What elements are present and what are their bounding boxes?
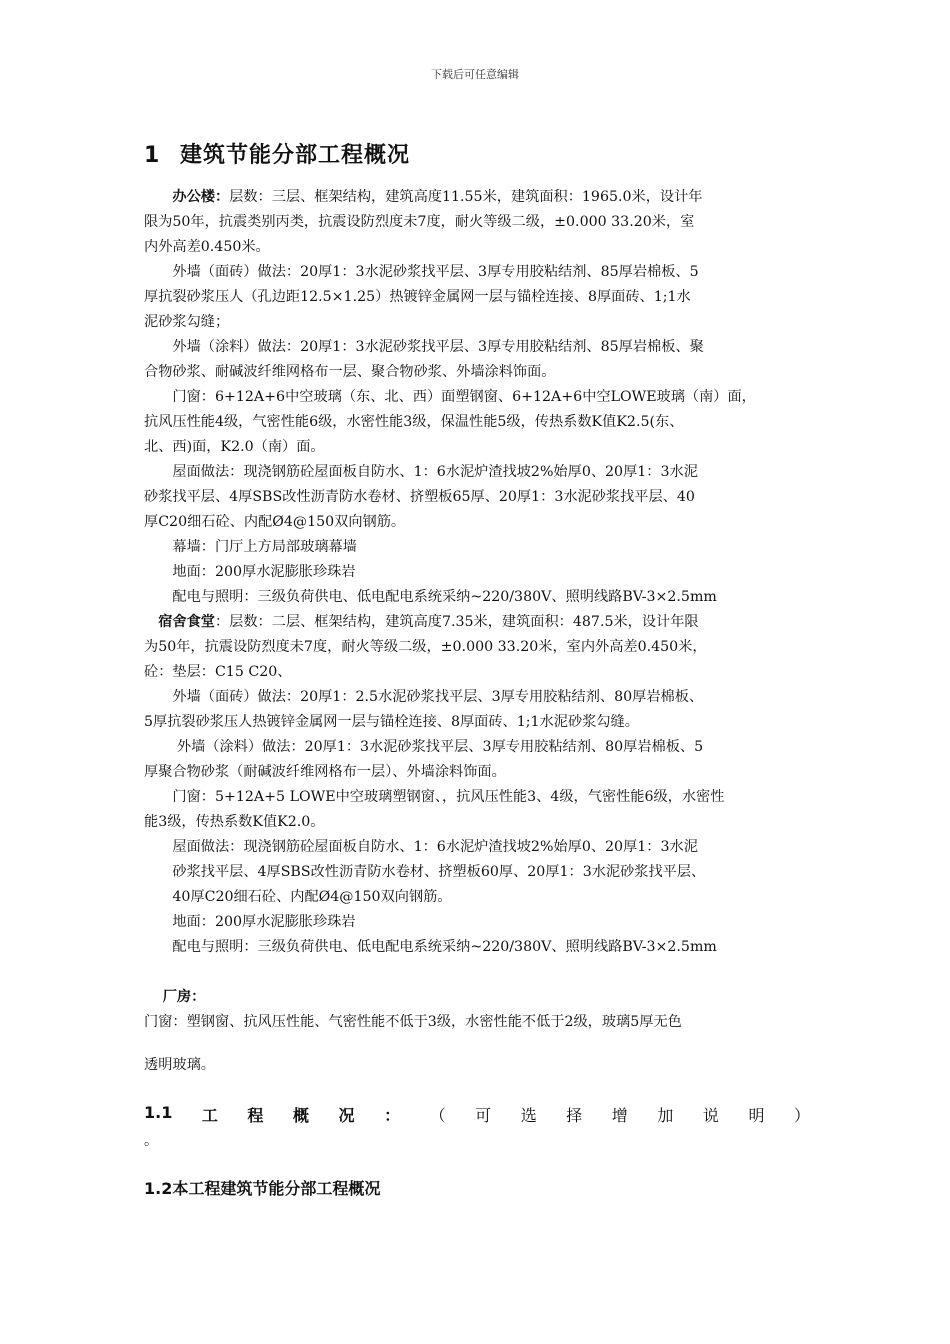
heading-char: 1.1 [144,1103,173,1122]
office-line: 配电与照明：三级负荷供电、低电配电系统采纳~220/380V、照明线路BV-3×2.5mm [144,589,717,605]
office-line: 屋面做法：现浇钢筋砼屋面板自防水、1：6水泥炉渣找坡2%始厚0、20厚1：3水泥 [144,464,698,480]
heading-char: ： [384,1106,401,1125]
dorm-section [144,610,810,960]
office-line: 外墙（涂料）做法：20厚1：3水泥砂浆找平层、3厚专用胶粘结剂、85厚岩棉板、聚 [144,339,704,355]
office-line: 厚抗裂砂浆压人（孔边距12.5×1.25）热镀锌金属网一层与锚栓连接、8厚面砖、1;1水 [144,289,691,305]
office-line: 厚C20细石砼、内配Ø4@150双向钢筋。 [144,514,406,530]
dorm-line: 5厚抗裂砂浆压人热镀锌金属网一层与锚栓连接、8厚面砖、1;1水泥砂浆勾缝。 [144,714,639,730]
dorm-line: 砼：垫层：C15 C20、 [144,664,292,680]
office-line-text: 层数：三层、框架结构，建筑高度11.55米，建筑面积：1965.0米，设计年 [229,189,703,205]
office-line: 限为50年，抗震类别丙类，抗震设防烈度未7度，耐火等级二级，±0.000 33.20米，室 [144,214,695,230]
dorm-line: 厚聚合物砂浆（耐碱波纤维网格布一层）、外墙涂料饰面。 [144,764,506,780]
heading-char: 说 [702,1106,719,1125]
heading-char: ） [793,1106,810,1125]
factory-line: 透明玻璃。 [144,1057,215,1073]
dorm-line: 外墙（涂料）做法：20厚1：3水泥砂浆找平层、3厚专用胶粘结剂、80厚岩棉板、5 [144,739,704,755]
heading-1-1-tail: 。 [144,1133,158,1149]
factory-section [144,985,810,1078]
office-section [144,185,810,610]
heading-char: 加 [657,1106,674,1125]
heading-char: 增 [611,1106,628,1125]
section-title: 建筑节能分部工程概况 [180,143,411,168]
section-number: 1 [144,143,161,168]
heading-char: 概 [292,1106,309,1125]
heading-char: 工 [201,1106,218,1125]
dorm-line: 屋面做法：现浇钢筋砼屋面板自防水、1：6水泥炉渣找坡2%始厚0、20厚1：3水泥 [144,839,698,855]
office-line: 外墙（面砖）做法：20厚1：3水泥砂浆找平层、3厚专用胶粘结剂、85厚岩棉板、5 [144,264,699,280]
office-line: 门窗：6+12A+6中空玻璃（东、北、西）面塑钢窗、6+12A+6中空LOWE玻璃（南）面， [144,389,756,405]
office-line: 泥砂浆勾缝； [144,314,230,330]
factory-label-line [144,985,810,1010]
heading-char: （ [429,1106,446,1125]
office-line: 抗风压性能4级，气密性能6级，水密性能3级，保温性能5级，传热系数K值K2.5(东、 [144,414,684,430]
office-line: 北、西)面，K2.0（南）面。 [144,439,325,455]
office-line: 地面：200厚水泥膨胀珍珠岩 [144,564,356,580]
factory-label: 厂房： [162,989,206,1005]
office-line [144,185,810,210]
dorm-line [144,610,810,635]
heading-char: 可 [475,1106,492,1125]
section-heading-1-1 [144,1103,810,1126]
header-note: 下载后可任意编辑 [431,68,519,81]
heading-char: 明 [748,1106,765,1125]
dorm-line: 配电与照明：三级负荷供电、低电配电系统采纳~220/380V、照明线路BV-3×2.5mm [144,939,717,955]
section-heading-1-2: 1.2本工程建筑节能分部工程概况 [144,1179,381,1198]
dorm-label: 宿舍食堂 [158,614,215,630]
office-line: 合物砂浆、耐碱波纤维网格布一层、聚合物砂浆、外墙涂料饰面。 [144,364,556,380]
section-heading-1 [144,138,410,169]
factory-line: 门窗：塑钢窗、抗风压性能、气密性能不低于3级，水密性能不低于2级，玻璃5厚无色 [144,1014,682,1030]
heading-char: 况 [338,1106,355,1125]
dorm-line: 外墙（面砖）做法：20厚1：2.5水泥砂浆找平层、3厚专用胶粘结剂、80厚岩棉板、 [144,689,704,705]
heading-char: 程 [247,1106,264,1125]
dorm-line: 砂浆找平层、4厚SBS改性沥青防水卷材、挤塑板60厚、20厚1：3水泥砂浆找平层、 [144,864,706,880]
dorm-line: 门窗：5+12A+5 LOWE中空玻璃塑钢窗、，抗风压性能3、4级，气密性能6级，水密性 [144,789,725,805]
office-line: 内外高差0.450米。 [144,239,270,255]
dorm-line: 地面：200厚水泥膨胀珍珠岩 [144,914,356,930]
heading-char: 选 [520,1106,537,1125]
office-line: 砂浆找平层、4厚SBS改性沥青防水卷材、挤塑板65厚、20厚1：3水泥砂浆找平层、40 [144,489,695,505]
office-label: 办公楼： [172,189,230,205]
office-line: 幕墙：门厅上方局部玻璃幕墙 [144,539,357,555]
dorm-line: 40厚C20细石砼、内配Ø4@150双向钢筋。 [144,889,452,905]
dorm-line-text: ：层数：二层、框架结构，建筑高度7.35米，建筑面积：487.5米，设计年限 [214,614,699,630]
dorm-line: 为50年，抗震设防烈度未7度，耐火等级二级，±0.000 33.20米，室内外高差0.450米， [144,639,707,655]
heading-char: 择 [566,1106,583,1125]
dorm-line: 能3级，传热系数K值K2.0。 [144,814,325,830]
